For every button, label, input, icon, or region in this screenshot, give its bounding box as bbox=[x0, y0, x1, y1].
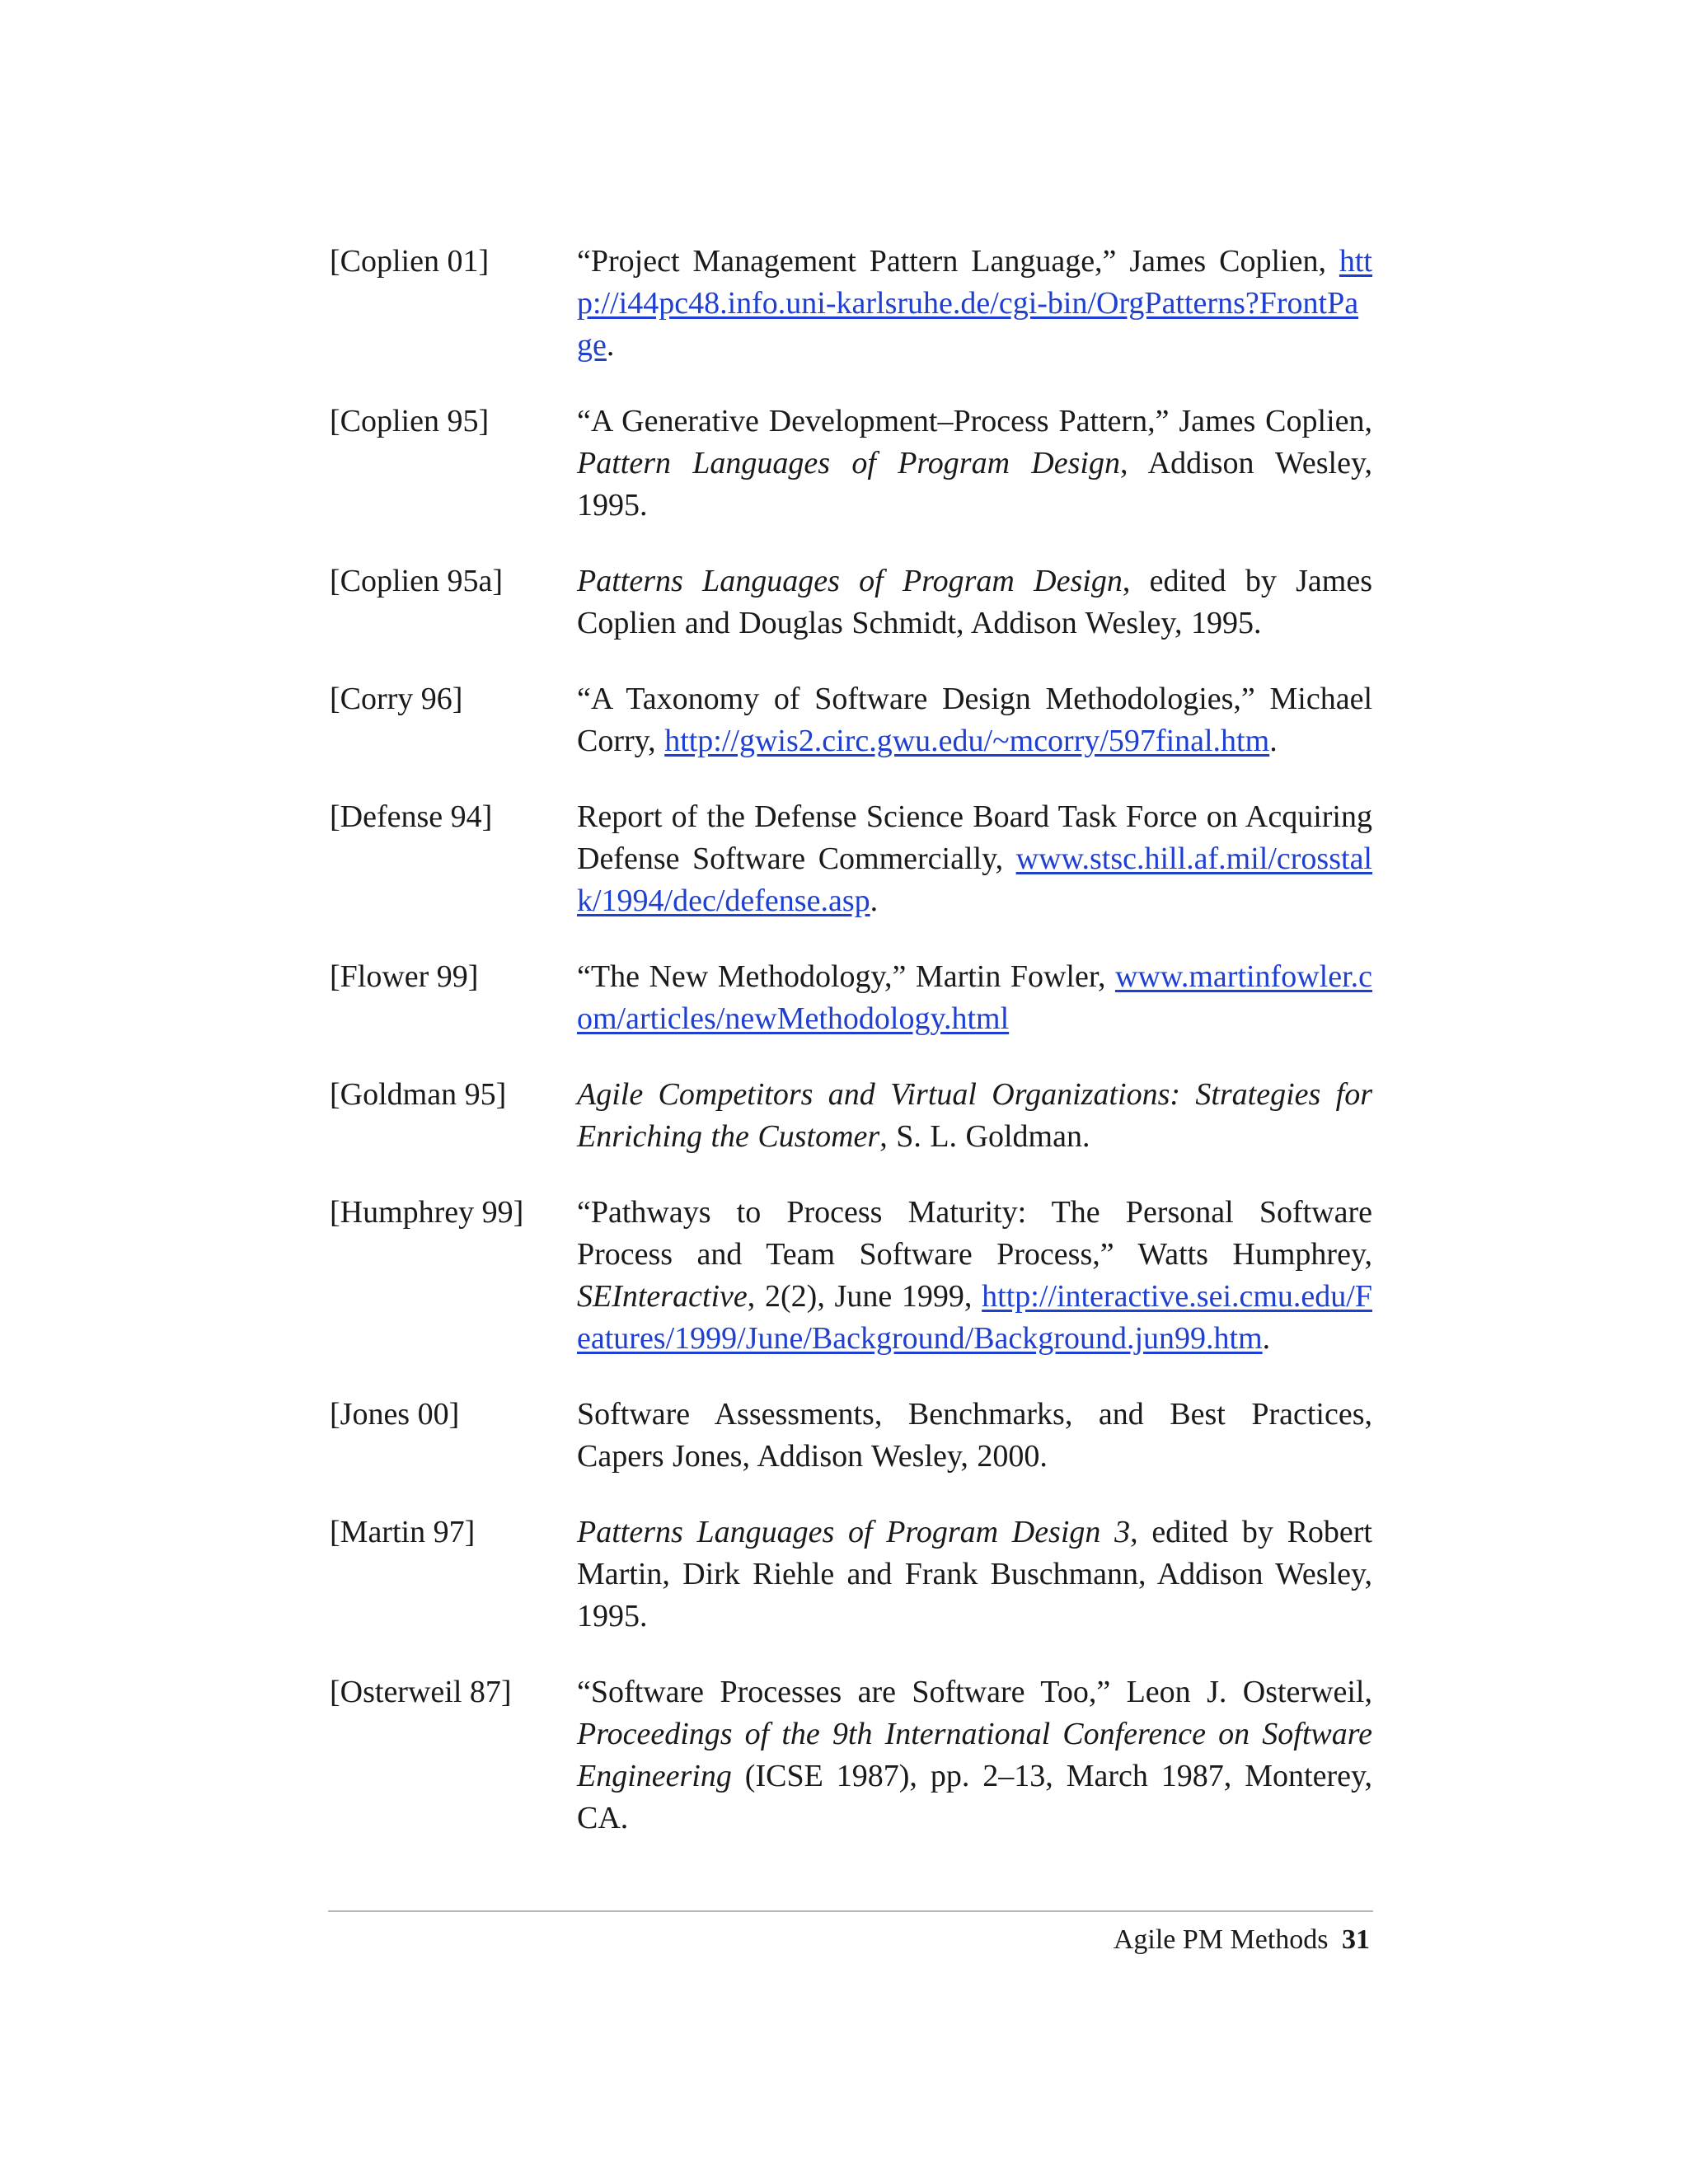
reference-link[interactable]: www.martinfowler.com/articles/newMethodology.html bbox=[577, 959, 1372, 1036]
reference-title-italic: Proceedings of the 9th International Conference on Software Engineering bbox=[577, 1717, 1372, 1793]
reference-link[interactable]: http://gwis2.circ.gwu.edu/~mcorry/597final.htm bbox=[664, 724, 1270, 758]
reference-body bbox=[577, 1671, 1372, 1840]
reference-text: “Project Management Pattern Language,” James Coplien, bbox=[577, 244, 1339, 279]
reference-entry bbox=[330, 796, 1372, 922]
reference-text: “Software Processes are Software Too,” Leon J. Osterweil, bbox=[577, 1675, 1372, 1709]
reference-key: [Martin 97] bbox=[330, 1515, 476, 1549]
footer-rule bbox=[328, 1910, 1373, 1912]
page-number: 31 bbox=[1342, 1924, 1370, 1955]
reference-title-italic: Patterns Languages of Program Design 3 bbox=[577, 1515, 1131, 1549]
reference-entry bbox=[330, 401, 1372, 527]
reference-text: . bbox=[870, 883, 879, 918]
reference-entry bbox=[330, 956, 1372, 1040]
reference-body bbox=[577, 1192, 1372, 1360]
reference-title-italic: SEInteractive bbox=[577, 1279, 748, 1314]
reference-text: (ICSE 1987), pp. 2–13, March 1987, Monterey, CA. bbox=[577, 1759, 1372, 1835]
reference-text: Software Assessments, Benchmarks, and Best Practices, Capers Jones, Addison Wesley, 2000. bbox=[577, 1397, 1372, 1474]
reference-text: Report of the Defense Science Board Task Force on Acquiring Defense Software Commercially, bbox=[577, 799, 1372, 876]
reference-body bbox=[577, 1074, 1372, 1158]
reference-entry bbox=[330, 1394, 1372, 1478]
reference-body bbox=[577, 796, 1372, 922]
reference-body bbox=[577, 956, 1372, 1040]
reference-text: “The New Methodology,” Martin Fowler, bbox=[577, 959, 1115, 994]
reference-key: [Goldman 95] bbox=[330, 1077, 507, 1112]
reference-list bbox=[330, 241, 1372, 1873]
reference-text: “A Taxonomy of Software Design Methodologies,” Michael Corry, bbox=[577, 682, 1372, 758]
page-footer bbox=[1114, 1922, 1370, 1958]
reference-body bbox=[577, 1511, 1372, 1638]
reference-text: , 2(2), June 1999, bbox=[747, 1279, 982, 1314]
reference-key: [Osterweil 87] bbox=[330, 1675, 512, 1709]
running-title: Agile PM Methods bbox=[1113, 1924, 1329, 1955]
reference-text: , S. L. Goldman. bbox=[879, 1119, 1090, 1154]
reference-entry bbox=[330, 678, 1372, 762]
reference-entry bbox=[330, 1074, 1372, 1158]
reference-text: , Addison Wesley, 1995. bbox=[577, 446, 1372, 523]
reference-body bbox=[577, 401, 1372, 527]
reference-entry bbox=[330, 1192, 1372, 1360]
reference-entry bbox=[330, 1671, 1372, 1840]
reference-key: [Coplien 95] bbox=[330, 404, 490, 438]
reference-entry bbox=[330, 560, 1372, 644]
reference-text: . bbox=[1269, 724, 1278, 758]
reference-body bbox=[577, 1394, 1372, 1478]
reference-body bbox=[577, 560, 1372, 644]
reference-text: , edited by James Coplien and Douglas Schmidt, Addison Wesley, 1995. bbox=[577, 564, 1372, 640]
reference-text: . bbox=[1262, 1321, 1271, 1356]
reference-text: , edited by Robert Martin, Dirk Riehle and Frank Buschmann, Addison Wesley, 1995. bbox=[577, 1515, 1372, 1633]
reference-key: [Humphrey 99] bbox=[330, 1195, 524, 1230]
reference-text: . bbox=[606, 328, 615, 363]
reference-title-italic: Pattern Languages of Program Design bbox=[577, 446, 1120, 480]
reference-text: “A Generative Development–Process Pattern,” James Coplien, bbox=[577, 404, 1372, 438]
reference-key: [Defense 94] bbox=[330, 799, 493, 834]
reference-title-italic: Patterns Languages of Program Design bbox=[577, 564, 1123, 598]
reference-title-italic: Agile Competitors and Virtual Organizations: Strategies for Enriching the Customer bbox=[577, 1077, 1372, 1154]
reference-link[interactable]: http://interactive.sei.cmu.edu/Features/1999/June/Background/Background.jun99.htm bbox=[577, 1279, 1372, 1356]
reference-body bbox=[577, 241, 1372, 367]
reference-key: [Coplien 95a] bbox=[330, 564, 504, 598]
reference-key: [Flower 99] bbox=[330, 959, 479, 994]
reference-text: “Pathways to Process Maturity: The Personal Software Process and Team Software Process,” Watts Humphrey, bbox=[577, 1195, 1372, 1272]
reference-key: [Corry 96] bbox=[330, 682, 463, 716]
reference-link[interactable]: www.stsc.hill.af.mil/crosstalk/1994/dec/defense.asp bbox=[577, 841, 1372, 918]
reference-link[interactable]: http://i44pc48.info.uni-karlsruhe.de/cgi-bin/OrgPatterns?FrontPage bbox=[577, 244, 1372, 363]
reference-key: [Coplien 01] bbox=[330, 244, 490, 279]
reference-body bbox=[577, 678, 1372, 762]
reference-entry bbox=[330, 241, 1372, 367]
reference-entry bbox=[330, 1511, 1372, 1638]
reference-key: [Jones 00] bbox=[330, 1397, 460, 1432]
